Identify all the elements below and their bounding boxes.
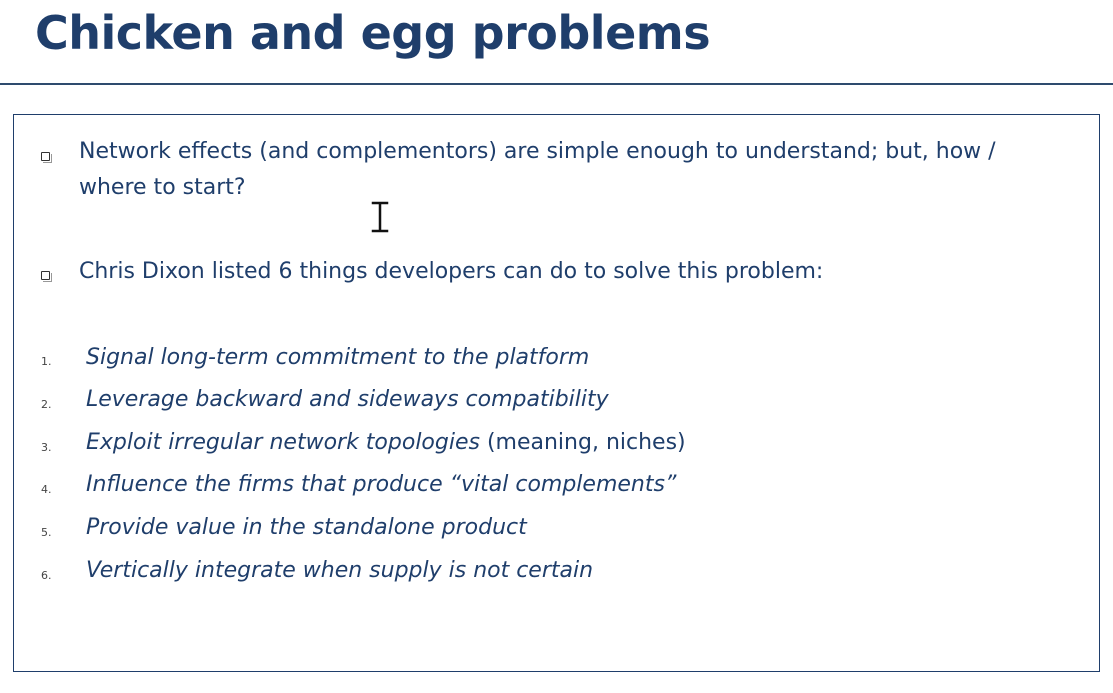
list-item-italic: Leverage backward and sideways compatibility (86, 387, 609, 412)
slide-title: Chicken and egg problems (35, 6, 711, 60)
list-item-number: 6. (41, 569, 52, 582)
list-item-text (86, 513, 527, 543)
title-divider (0, 83, 1113, 85)
text-cursor-icon (368, 199, 392, 235)
square-bullet-icon (41, 152, 50, 161)
list-item-italic: Signal long-term commitment to the platform (86, 345, 590, 370)
list-item-italic: Influence the firms that produce “vital complements” (86, 472, 677, 497)
list-item-text (86, 556, 593, 586)
list-item-text (86, 428, 686, 458)
list-item-text (86, 385, 609, 415)
content-box (13, 114, 1100, 672)
list-item-number: 2. (41, 398, 52, 411)
list-item-plain: (meaning, niches) (479, 430, 686, 455)
list-item-text (86, 470, 676, 500)
list-item-italic: Exploit irregular network topologies (86, 430, 480, 455)
list-item-number: 5. (41, 526, 52, 539)
bullet-text: Chris Dixon listed 6 things developers can do to solve this problem: (79, 259, 824, 284)
list-item-number: 3. (41, 441, 52, 454)
list-item-number: 1. (41, 355, 52, 368)
bullet-text: Network effects (and complementors) are simple enough to understand; but, how / where to start? (79, 139, 996, 200)
list-item-number: 4. (41, 483, 52, 496)
list-item-italic: Vertically integrate when supply is not certain (86, 558, 594, 583)
square-bullet-icon (41, 271, 50, 280)
list-item-text (86, 343, 589, 373)
list-item-italic: Provide value in the standalone product (86, 515, 527, 540)
